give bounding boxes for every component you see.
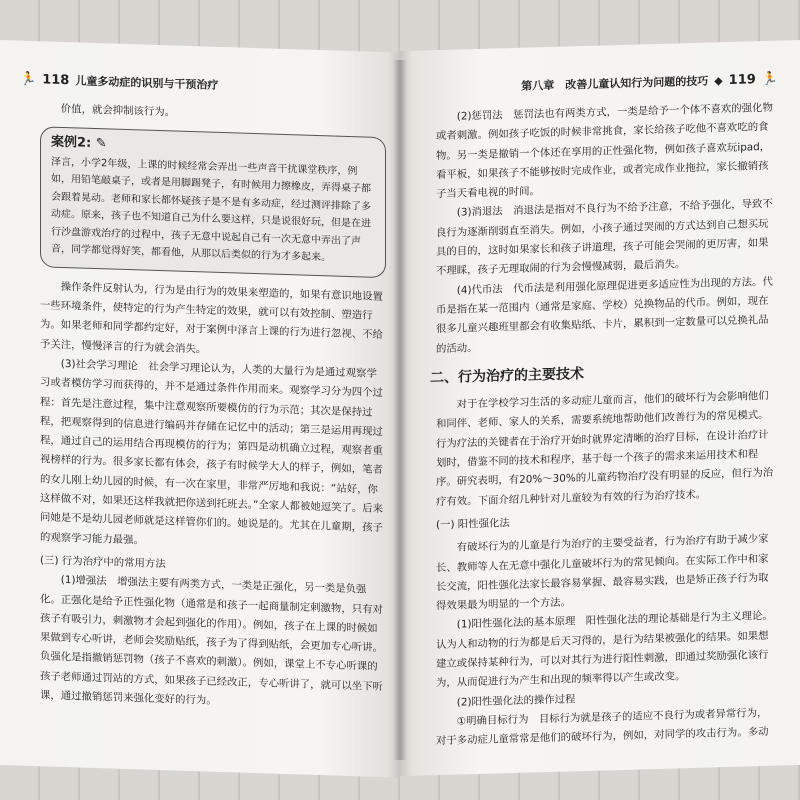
figure-icon: 🏃 xyxy=(761,71,778,87)
right-page-number: 119 xyxy=(728,71,756,88)
left-paragraph: (3)社会学习理论 社会学习理论认为，人类的大量行为是通过观察学习或者模仿学习而获得的，并不是通过条件作用而来。观察学习分为四个过程：首先是注意过程，集中注意观察所要模仿的行为示范；其次是保持过程，把观察得到的信息进行编码并存储在记忆中的活动；第三是运用再现过程，通过自己的运用结合再现模仿的行为；第四是动机确立过程，观察者重视榜样的行为。很多家长都有体会，孩子有时候学大人的样子，例如，笔者的女儿刚上幼儿园的时候，有一次在家里，非常严厉地和我说：“站好，你这样做不对，如果还这样我就把你送到托班去。”全家人都被她逗笑了。后来问她是不是幼儿园老师就是这样管你们的。她说是的。尤其在儿童期，孩子的观察学习能力最强。 xyxy=(40,357,384,547)
case-box xyxy=(40,127,386,278)
pencil-icon: ✎ xyxy=(95,136,107,152)
book-spine xyxy=(393,60,407,760)
left-running-title: 儿童多动症的识别与干预治疗 xyxy=(75,74,219,92)
right-page-body xyxy=(430,99,776,752)
right-paragraph: 对于在学校学习生活的多动症儿童而言，他们的破坏行为会影响他们和同伴、老师、家人的关系，需要系统地帮助他们改善行为的常见模式。行为疗法的关键者在于治疗开始时就界定清晰的治疗目标，在设计治疗计划时，借鉴不同的技术和程序，基于每一个孩子的需求来运用技术和程序。研究表明，有20%～30%的儿童药物治疗没有明显的反应，但行为治疗有效。下面介绍几种针对儿童较为有效的行为治疗技术。 xyxy=(436,390,774,508)
left-intro: 价值，就会抑制该行为。 xyxy=(60,102,176,119)
left-page xyxy=(0,40,400,778)
left-page-number: 118 xyxy=(42,71,70,88)
right-page xyxy=(400,40,800,776)
chapter-section-heading: 二、行为治疗的主要技术 xyxy=(430,365,584,387)
case-title: 案例2: ✎ xyxy=(51,134,107,152)
left-page-body xyxy=(40,99,386,716)
right-page-header xyxy=(521,71,778,94)
right-paragraph: (1)阳性强化法的基本原理 阳性强化法的理论基础是行为主义理论。认为人和动物的行为都是后天习得的，是行为结果被强化的结果。如果想建立或保持某种行为，可以对其行为进行阳性刺激，即通过奖励强化该行为，从而促进行为产生和出现的频率得以产生或改变。 xyxy=(436,610,773,690)
case-text: 泽言，小学2年级，上课的时候经常会弄出一些声音干扰课堂秩序，例如，用铅笔敲桌子，或者是用脚踢凳子，有时候用力擦橡皮，弄得桌子都会跟着晃动。老师和家长都怀疑孩子是不是有多动症，经过测评排除了多动症。原来，孩子也不知道自己为什么要这样，只是说很好玩，但是在进行沙盘游戏治疗的过程中，孩子无意中说起自己有一次无意中弄出了声音，同学都觉得好笑，都看他，从那以后类似的行为才多起来。 xyxy=(51,156,371,264)
right-paragraph: (2)惩罚法 惩罚法也有两类方式，一类是给予一个体不喜欢的强化物或者刺激。例如孩子吃饭的时候非常挑食，家长给孩子吃他不喜欢吃的食物。另一类是撤销一个体还在享用的正性强化物，例如孩子喜欢玩ipad，看平板，如果孩子不能够按时完成作业，或者完成作业拖拉，家长撤销孩子当天看电视的时间。 xyxy=(436,101,773,201)
right-paragraph: (3)消退法 消退法是指对不良行为不给予注意，不给予强化，导致不良行为逐渐削弱直至消失。例如，小孩子通过哭闹的方式达到自己想买玩具的目的，这时如果家长和孩子讲道理，孩子可能会哭闹的更厉害，如果不理睬，孩子无理取闹的行为会慢慢减弱，最后消失。 xyxy=(436,198,773,278)
open-book xyxy=(0,40,800,765)
left-page-header xyxy=(20,71,218,93)
figure-icon: 🏃 xyxy=(20,71,37,87)
wave-icon: ◆ xyxy=(714,73,723,87)
right-paragraph: (4)代币法 代币法是利用强化原理促进更多适应性为出现的方法。代币是指在某一范围内（通常是家庭、学校）兑换物品的代币。例如，现在很多儿童兴趣班里都会有收集贴纸、卡片，累积到一定数量可以兑换礼品的活动。 xyxy=(436,275,773,355)
left-paragraph: 操作条件反射认为，行为是由行为的效果来塑造的，如果有意识地设置一些环境条件，使特定的行为产生特定的效果，就可以有效控制、塑造行为。如果老师和同学都约定好，对于案例中泽言上课的行为进行忽视、不给予关注，慢慢泽言的行为就会消失。 xyxy=(40,280,383,356)
section-heading: (三) 行为治疗中的常用方法 xyxy=(40,554,166,571)
right-running-title: 第八章 改善儿童认知行为问题的技巧 xyxy=(521,74,709,93)
subhead: (2)阳性强化法的操作过程 xyxy=(456,692,576,709)
subsection-heading: (一) 阳性强化法 xyxy=(436,517,510,532)
right-paragraph: ①明确目标行为 目标行为就是孩子的适应不良行为或者异常行为，对于多动症儿童常常是他们的破坏行为，例如，对同学的攻击行为。多动 xyxy=(436,706,769,748)
right-paragraph: 有破坏行为的儿童是行为治疗的主要受益者，行为治疗有助于减少家长、教师等人在无意中强化儿童破坏行为的常见倾向。在实际工作中和家长交流，阳性强化法家长最容易掌握、最容易实践，也是矫正孩子行为取得效果最为明显的一个方法。 xyxy=(436,533,769,613)
left-paragraph: (1)增强法 增强法主要有两类方式，一类是正强化，另一类是负强化。正强化是给予正性强化物（通常是和孩子一起商量制定刺激物，只有对孩子有吸引力，刺激物才会起到强化的作用）。例如，孩子在上课的时候如果做到专心听讲，老师会奖励贴纸，孩子为了得到贴纸，会更加专心听讲。负强化是指撤销惩罚物（孩子不喜欢的刺激）。例如，课堂上不专心听课的孩子老师通过罚站的方式，如果孩子已经改正，专心听讲了，就可以坐下听课，通过撤销惩罚来强化变好的行为。 xyxy=(40,574,383,707)
